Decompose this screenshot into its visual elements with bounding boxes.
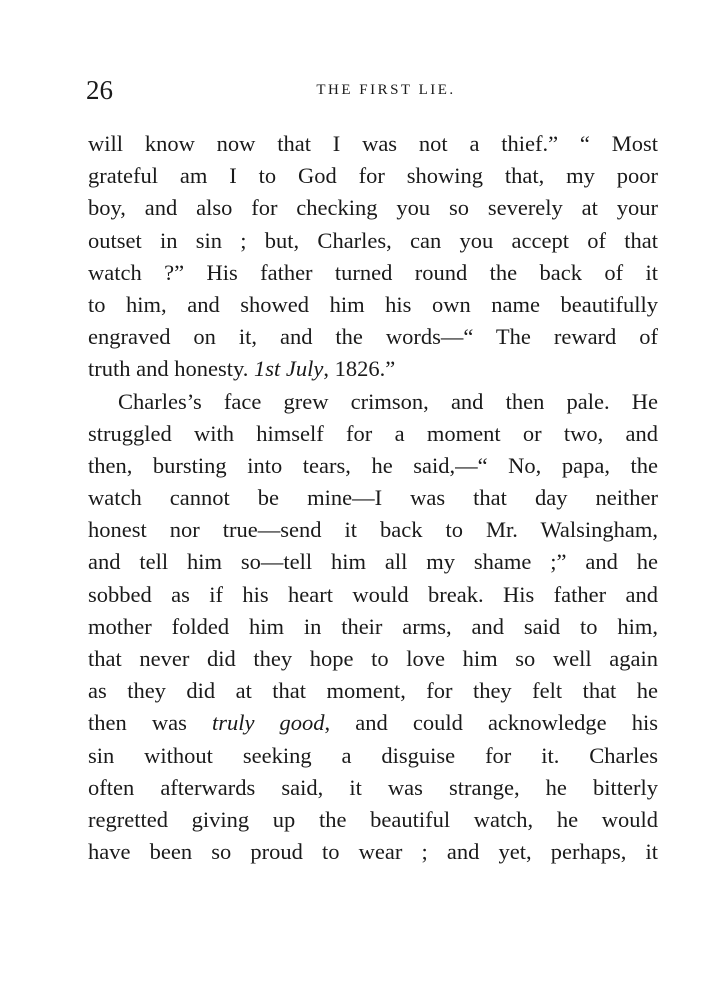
text-line: and tell him so—tell him all my shame ;” and he bbox=[88, 549, 658, 575]
page-number: 26 bbox=[86, 75, 113, 105]
text-line: to him, and showed him his own name beautifully bbox=[88, 291, 658, 317]
running-title: THE FIRST LIE. bbox=[316, 82, 456, 98]
text-segment: truth and honesty. bbox=[88, 356, 255, 382]
text-line: have been so proud to wear ; and yet, perhaps, it bbox=[88, 839, 658, 865]
text-line: regretted giving up the beautiful watch, he would bbox=[88, 806, 658, 832]
paragraph-first-line: Charles’s face grew crimson, and then pale. He bbox=[118, 388, 658, 414]
italic-date: 1st July bbox=[254, 356, 324, 382]
text-line: that never did they hope to love him so well again bbox=[88, 646, 658, 671]
text-line: honest nor true—send it back to Mr. Walsingham, bbox=[88, 517, 658, 543]
italic-phrase: truly good bbox=[211, 710, 325, 736]
text-line: sin without seeking a disguise for it. Charles bbox=[88, 742, 658, 768]
body-text bbox=[88, 128, 658, 868]
text-line: often afterwards said, it was strange, he bitterly bbox=[88, 774, 658, 800]
text-line: boy, and also for checking you so severely at your bbox=[88, 195, 658, 221]
text-segment: then was bbox=[88, 710, 212, 736]
text-line: as they did at that moment, for they felt that he bbox=[88, 678, 658, 704]
text-line: will know now that I was not a thief.” “ Most bbox=[88, 131, 658, 156]
text-line: then, bursting into tears, he said,—“ No, papa, the bbox=[88, 452, 658, 478]
text-line bbox=[88, 353, 658, 385]
text-segment: , and could acknowledge his bbox=[324, 710, 659, 736]
text-line: outset in sin ; but, Charles, can you accept of that bbox=[88, 227, 658, 253]
text-line: sobbed as if his heart would break. His father and bbox=[88, 581, 658, 607]
text-line: watch ?” His father turned round the back of it bbox=[88, 259, 658, 285]
text-line: mother folded him in their arms, and said to him, bbox=[88, 613, 658, 639]
text-line bbox=[88, 707, 658, 739]
text-line: grateful am I to God for showing that, my poor bbox=[88, 163, 658, 189]
text-segment: , 1826.” bbox=[323, 356, 396, 382]
page-header bbox=[86, 74, 662, 106]
text-line: struggled with himself for a moment or two, and bbox=[88, 420, 658, 446]
text-line: watch cannot be mine—I was that day neither bbox=[88, 485, 658, 511]
text-line: engraved on it, and the words—“ The reward of bbox=[88, 324, 658, 350]
